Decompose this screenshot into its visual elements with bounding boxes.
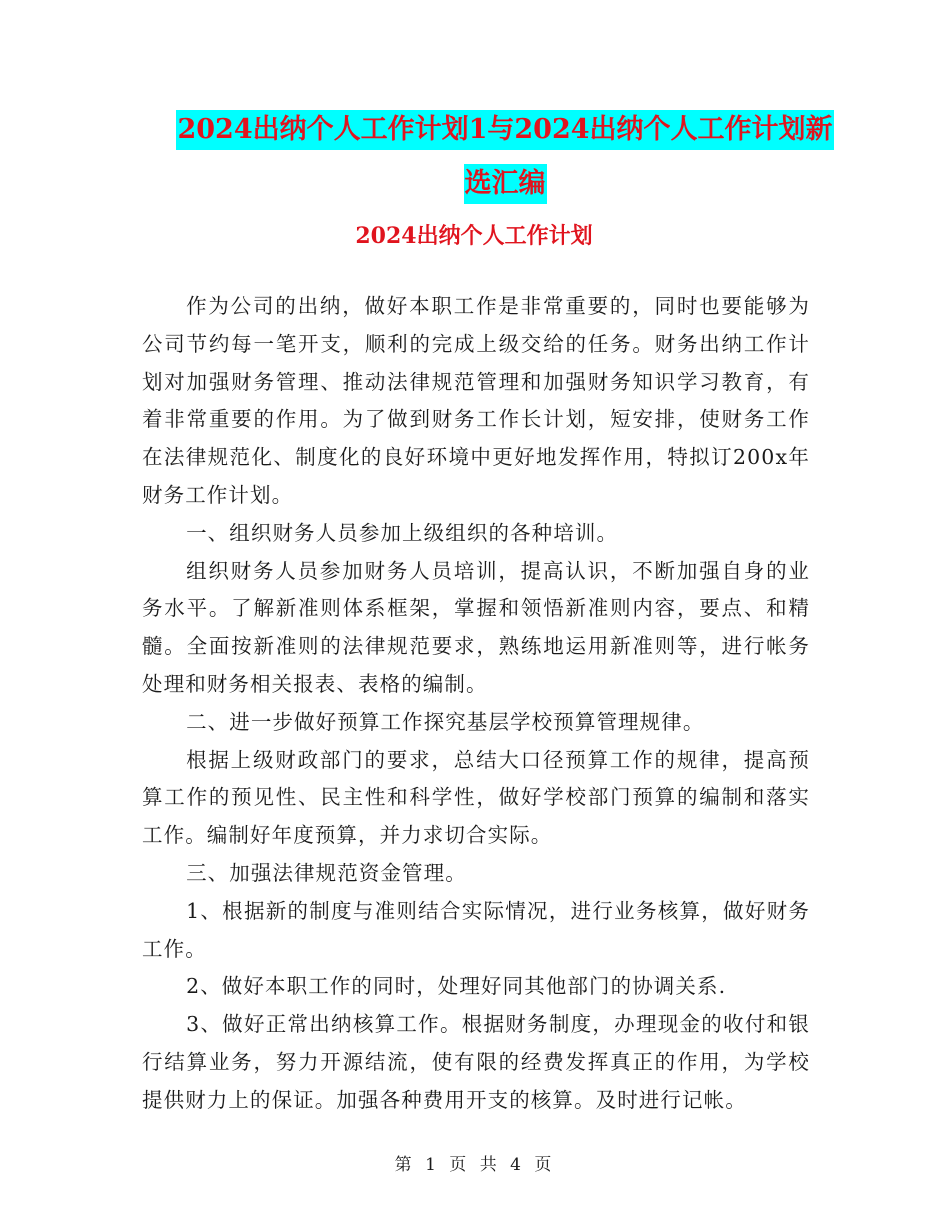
document-body <box>142 288 810 1120</box>
title-line-1: 2024出纳个人工作计划1与2024出纳个人工作计划新 <box>176 110 833 150</box>
page-number-footer: 第 1 页 共 4 页 <box>394 1155 556 1175</box>
section-heading: 2024出纳个人工作计划 <box>355 223 593 249</box>
paragraph: 根据上级财政部门的要求，总结大口径预算工作的规律，提高预算工作的预见性、民主性和科学性，做好学校部门预算的编制和落实工作。编制好年度预算，并力求切合实际。 <box>142 747 810 848</box>
paragraph: 1、根据新的制度与准则结合实际情况，进行业务核算，做好财务工作。 <box>142 898 810 961</box>
paragraph: 3、做好正常出纳核算工作。根据财务制度，办理现金的收付和银行结算业务，努力开源结流，使有限的经费发挥真正的作用，为学校提供财力上的保证。加强各种费用开支的核算。及时进行记帐。 <box>142 1012 810 1112</box>
paragraph: 组织财务人员参加财务人员培训，提高认识，不断加强自身的业务水平。了解新准则体系框架，掌握和领悟新准则内容，要点、和精髓。全面按新准则的法律规范要求，熟练地运用新准则等，进行帐务处理和财务相关报表、表格的编制。 <box>142 558 810 696</box>
paragraph: 三、加强法律规范资金管理。 <box>186 860 467 885</box>
paragraph: 一、组织财务人员参加上级组织的各种培训。 <box>186 520 619 545</box>
paragraph: 作为公司的出纳，做好本职工作是非常重要的，同时也要能够为公司节约每一笔开支，顺利的完成上级交给的任务。财务出纳工作计划对加强财务管理、推动法律规范管理和加强财务知识学习教育，有着非常重要的作用。为了做到财务工作长计划，短安排，使财务工作在法律规范化、制度化的良好环境中更好地发挥作用，特拟订200x年财务工作计划。 <box>142 294 810 507</box>
title-line-2: 选汇编 <box>464 164 547 204</box>
document-title <box>140 110 870 204</box>
paragraph: 2、做好本职工作的同时，处理好同其他部门的协调关系. <box>186 974 727 999</box>
paragraph: 二、进一步做好预算工作探究基层学校预算管理规律。 <box>186 709 705 734</box>
